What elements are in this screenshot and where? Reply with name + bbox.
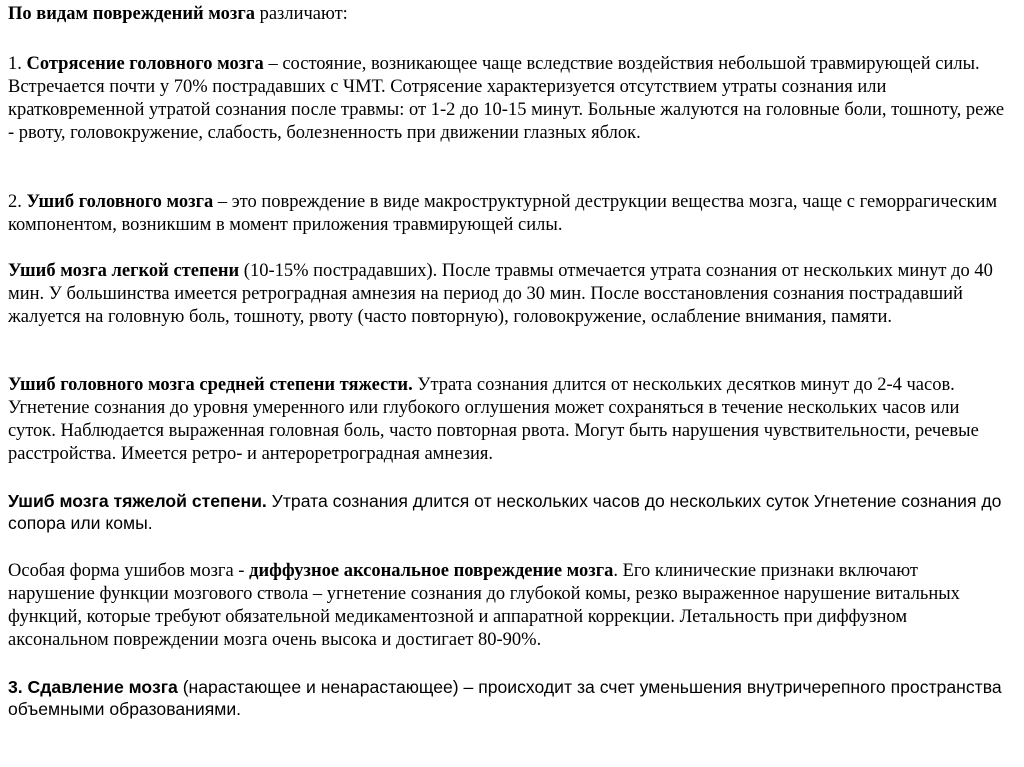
contusion-text: – это повреждение в виде макроструктурной деструкции вещества мозга, чаще с геморрагическим компонентом, возникшим в момент приложения травмирующей силы. [8,192,998,235]
contusion-number: 2. [8,192,27,212]
compression-term: 3. Сдавление мозга [8,677,178,697]
concussion-number: 1. [8,54,27,74]
moderate-contusion-text: Утрата сознания длится от нескольких десятков минут до 2-4 часов. Угнетение сознания до уровня умеренного или глубокого оглушения может сохраняться в течение нескольких часов или суток. Наблюдается выраженная головная боль, часто повторная рвота. Могут быть нарушения чувствительности, речевые расстройства. Имеется ретро- и антероретроградная амнезия. [8,375,979,464]
severe-contusion-term: Ушиб мозга тяжелой степени. [8,491,267,511]
intro-bold: По видам повреждений мозга [8,4,255,24]
concussion-term: Сотрясение головного мозга [26,54,264,74]
intro-text: различают: [254,4,348,24]
diffuse-injury-term: диффузное аксональное повреждение мозга [249,561,614,581]
concussion-paragraph [8,53,1008,145]
contusion-term: Ушиб головного мозга [26,192,214,212]
severe-contusion-text: Утрата сознания длится от нескольких часов до нескольких суток Угнетение сознания до сопора или комы. [8,491,1002,533]
mild-contusion-paragraph [8,260,1008,329]
contusion-paragraph [8,191,1008,237]
diffuse-injury-paragraph [8,560,1008,652]
moderate-contusion-paragraph [8,374,1008,466]
diffuse-injury-lead: Особая форма ушибов мозга - [8,561,250,581]
severe-contusion-paragraph [8,490,1008,534]
diffuse-injury-text: . Его клинические признаки включают нарушение функции мозгового ствола – угнетение сознания до глубокой комы, резко выраженное нарушение витальных функций, которые требуют обязательной медикаментозной и аппаратной коррекции. Летальность при диффузном аксональном повреждении мозга очень высока и достигает 80-90%. [8,561,960,650]
compression-paragraph [8,676,1008,720]
moderate-contusion-term: Ушиб головного мозга средней степени тяжести. [8,375,413,395]
concussion-text: – состояние, возникающее чаще вследствие воздействия небольшой травмирующей силы. Встречается почти у 70% пострадавших с ЧМТ. Сотрясение характеризуется отсутствием утраты сознания или кратковременной утратой сознания после травмы: от 1-2 до 10-15 минут. Больные жалуются на головные боли, тошноту, реже - рвоту, головокружение, слабость, болезненность при движении глазных яблок. [8,54,1005,143]
mild-contusion-term: Ушиб мозга легкой степени [8,261,240,281]
intro-paragraph [8,3,1008,26]
compression-text: (нарастающее и ненарастающее) – происходит за счет уменьшения внутричерепного пространства объемными образованиями. [8,677,1002,719]
mild-contusion-text: (10-15% пострадавших). После травмы отмечается утрата сознания от нескольких минут до 40 мин. У большинства имеется ретроградная амнезия на период до 30 мин. После восстановления сознания пострадавший жалуется на головную боль, тошноту, рвоту (часто повторную), головокружение, ослабление внимания, памяти. [8,261,993,327]
